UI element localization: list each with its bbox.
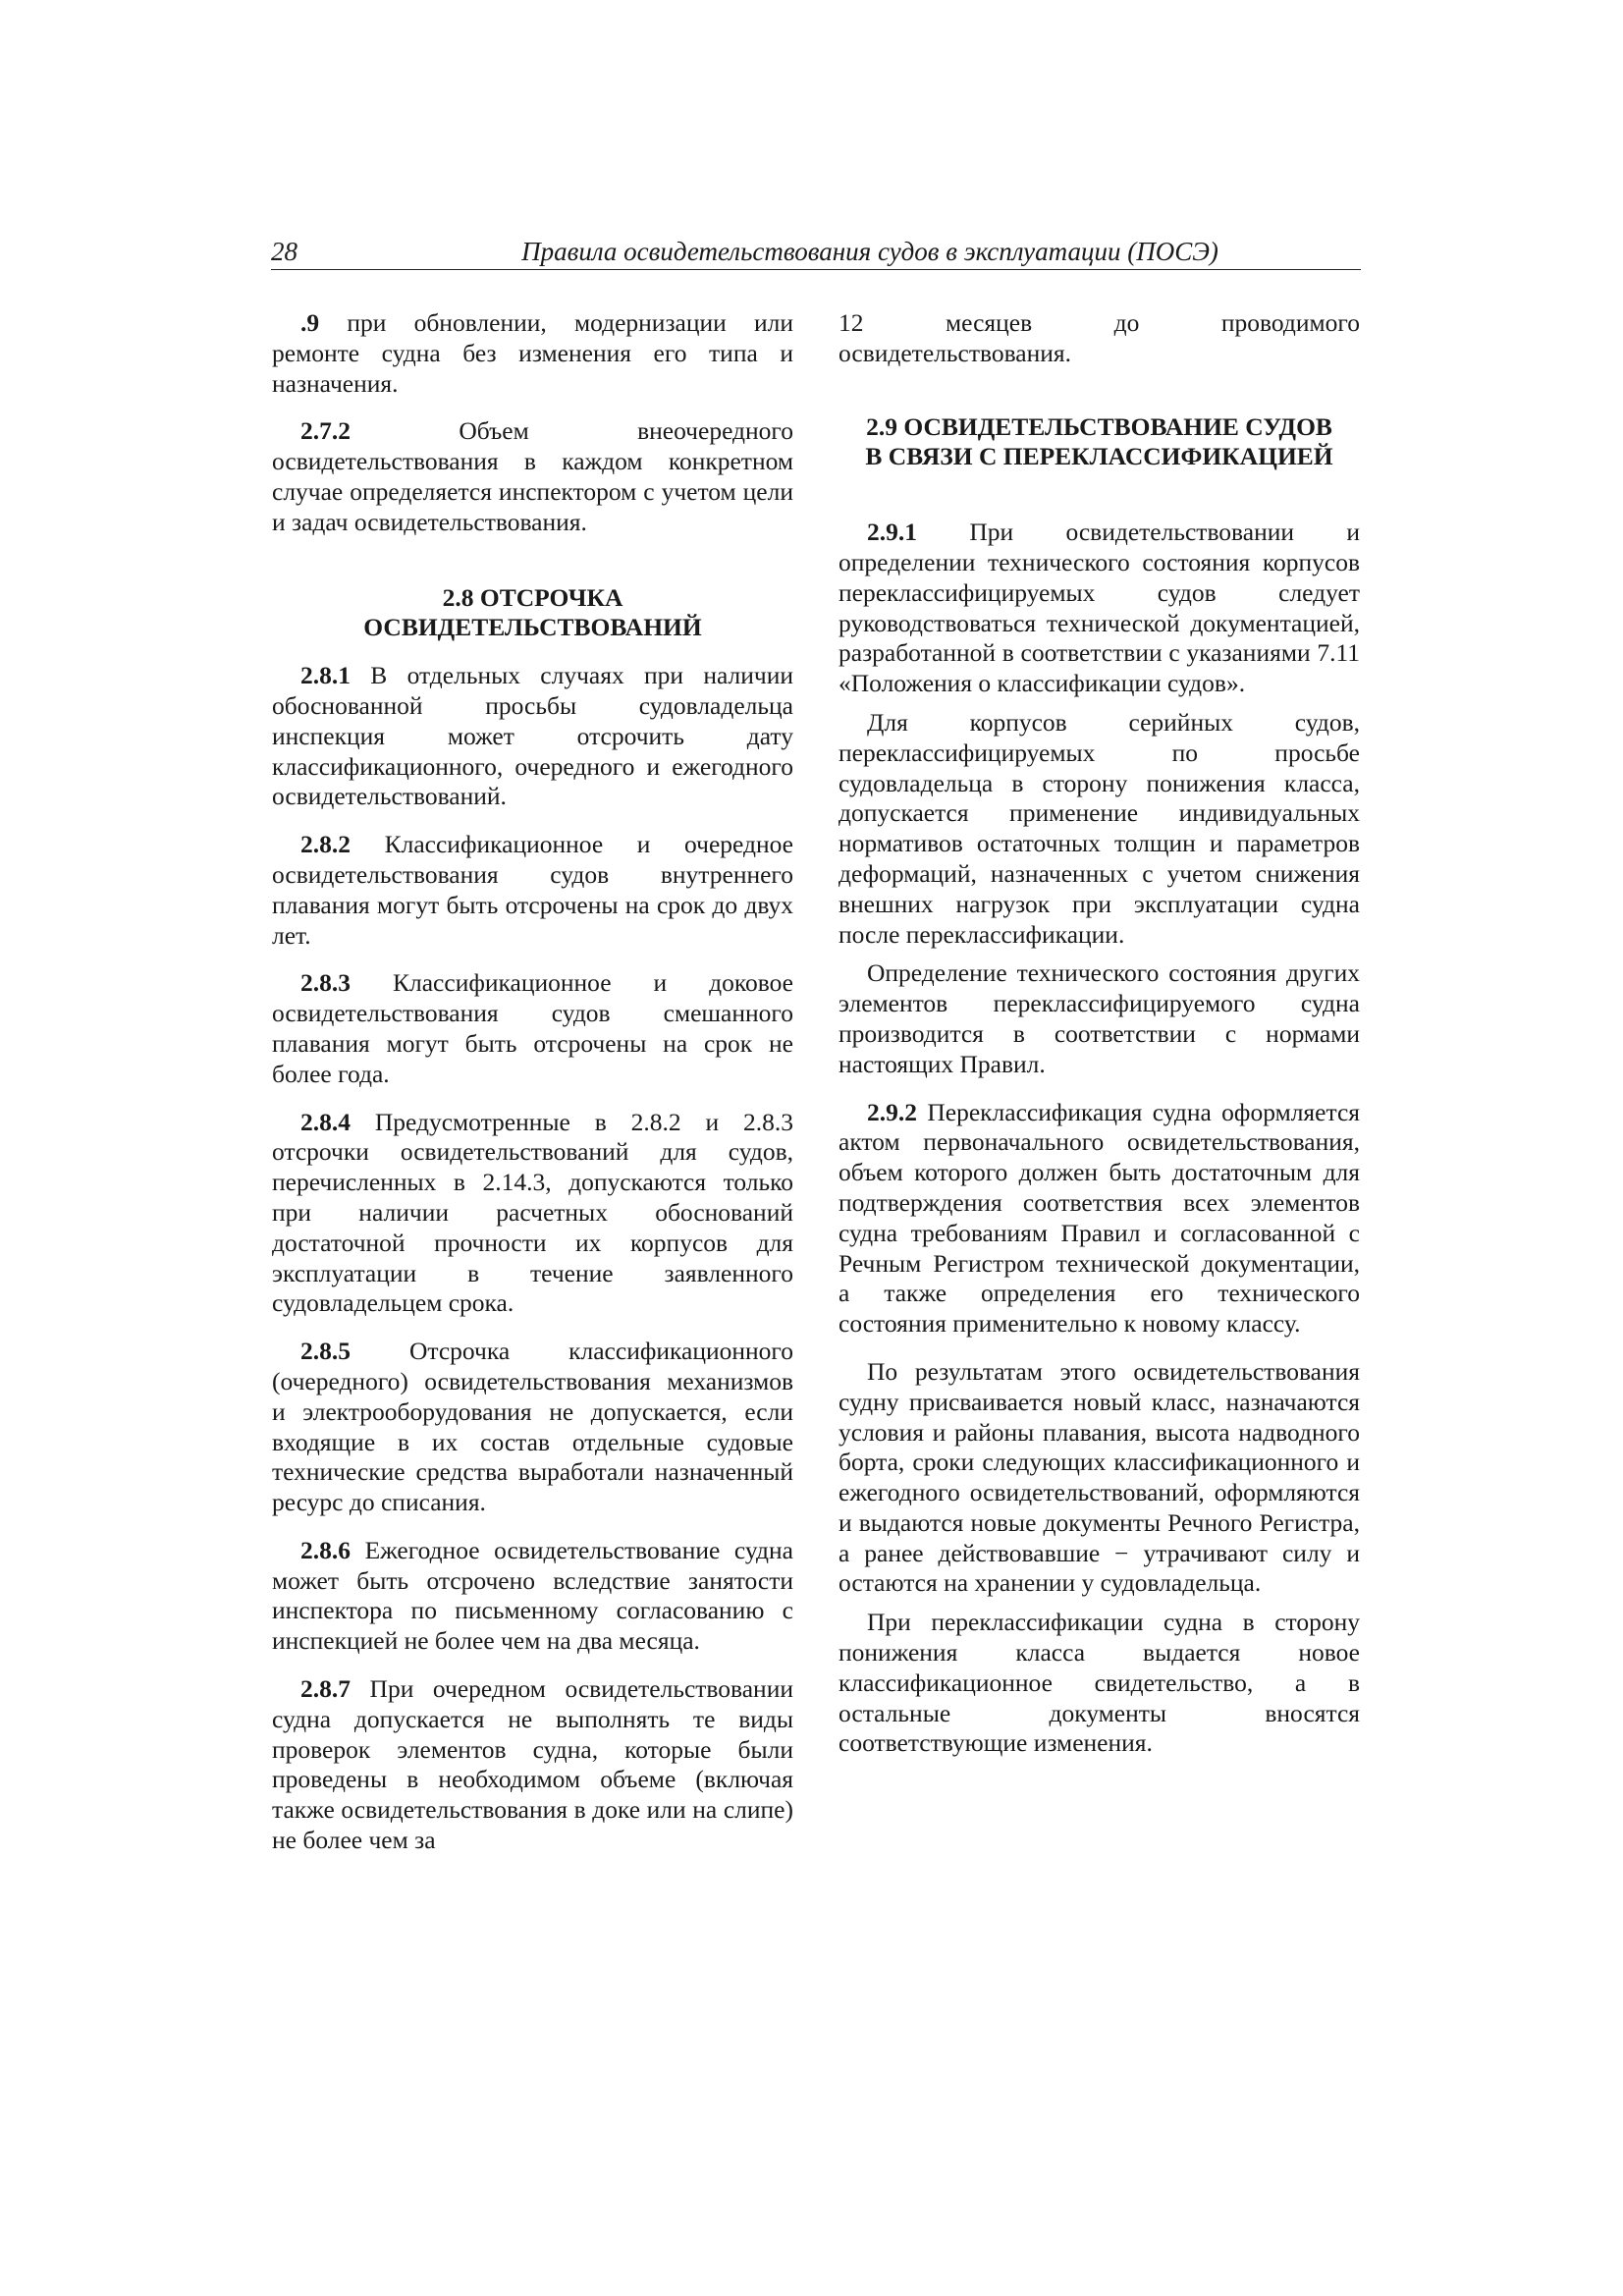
page-number: 28 — [271, 237, 298, 266]
running-title: Правила освидетельствования судов в эксплуатации (ПОСЭ) — [521, 237, 1218, 266]
paragraph-number: .9 — [300, 308, 320, 337]
paragraph-text: При освидетельствовании и определении технического состояния корпусов переклассифицируемых судов следует руководствоваться технической документацией, разработанной в соответствии с указаниями 7.11 «Положения о классификации судов». — [839, 518, 1360, 698]
paragraph-number: 2.8.4 — [300, 1107, 351, 1136]
section-heading-line: В СВЯЗИ С ПЕРЕКЛАССИФИКАЦИЕЙ — [865, 442, 1333, 471]
paragraph-text: Переклассификация судна оформляется актом первоначального освидетельствования, объем которого должен быть достаточным для подтверждения соответствия всех элементов судна требованиям Правил и согласованной с Речным Регистром технической документации, а также определения его технического состояния применительно к новому классу. — [839, 1097, 1360, 1339]
paragraph-2-8-1 — [272, 661, 793, 812]
paragraph-2-9-2-c — [839, 1608, 1360, 1759]
paragraph-2-9-1 — [839, 518, 1360, 699]
paragraph-2-8-4 — [272, 1108, 793, 1320]
paragraph-number: 2.8.7 — [300, 1674, 351, 1704]
paragraph-number: 2.9.1 — [867, 518, 917, 547]
right-column — [839, 308, 1360, 1777]
section-heading-2-9 — [839, 412, 1360, 473]
paragraph-text: Объем внеочередного освидетельствования в каждом конкретном случае определяется инспектором с учетом цели и задач освидетельствования. — [272, 416, 793, 536]
paragraph-text: При переклассификации судна в сторону понижения класса выдается новое классификационное свидетельство, а в остальные документы вносятся соответствующие изменения. — [839, 1608, 1360, 1758]
paragraph-text: Классификационное и доковое освидетельствования судов смешанного плавания могут быть отсрочены на срок не более года. — [272, 968, 793, 1088]
paragraph-2-7-1-9 — [272, 308, 793, 399]
paragraph-text: По результатам этого освидетельствования судну присваивается новый класс, назначаются условия и районы плавания, высота надводного борта, сроки следующих классификационного и ежегодного освидетельствований, оформляются и выдаются новые документы Речного Регистра, а ранее действовавшие − утрачивают силу и остаются на хранении у судовладельца. — [839, 1356, 1360, 1598]
paragraph-2-8-7 — [272, 1674, 793, 1856]
paragraph-text: Предусмотренные в 2.8.2 и 2.8.3 отсрочки освидетельствований для судов, перечисленных в 2.14.3, допускаются только при наличии расчетных обоснований достаточной прочности их корпусов для эксплуатации в течение заявленного судовладельцем срока. — [272, 1107, 793, 1318]
paragraph-number: 2.8.5 — [300, 1337, 351, 1366]
paragraph-text: В отдельных случаях при наличии обоснованной просьбы судовладельца инспекция может отсрочить дату классификационного, очередного и ежегодного освидетельствований. — [272, 661, 793, 811]
paragraph-text: Определение технического состояния других элементов переклассифицируемого судна производится в соответствии с нормами настоящих Правил. — [839, 958, 1360, 1078]
paragraph-2-8-2 — [272, 830, 793, 951]
paragraph-2-9-1-b — [839, 708, 1360, 950]
paragraph-2-8-3 — [272, 968, 793, 1089]
paragraph-number: 2.9.2 — [867, 1097, 917, 1126]
section-heading-line: 2.9 ОСВИДЕТЕЛЬСТВОВАНИЕ СУДОВ — [866, 411, 1332, 441]
section-heading-line: ОСВИДЕТЕЛЬСТВОВАНИЙ — [363, 613, 702, 642]
paragraph-text: При очередном освидетельствовании судна допускается не выполнять те виды проверок элементов судна, которые были проведены в необходимом объеме (включая также освидетельствования в доке или на слипе) не более чем за — [272, 1674, 793, 1855]
paragraph-2-7-2 — [272, 416, 793, 537]
paragraph-number: 2.8.3 — [300, 968, 351, 998]
paragraph-number: 2.8.2 — [300, 830, 351, 859]
paragraph-2-9-2 — [839, 1098, 1360, 1339]
paragraph-number: 2.7.2 — [300, 416, 351, 446]
paragraph-2-9-2-b — [839, 1357, 1360, 1599]
paragraph-text: Классификационное и очередное освидетельствования судов внутреннего плавания могут быть отсрочены на срок до двух лет. — [272, 830, 793, 950]
paragraph-text: Для корпусов серийных судов, переклассифицируемых по просьбе судовладельца в сторону понижения класса, допускается применение индивидуальных нормативов остаточных толщин и параметров деформаций, назначенных с учетом снижения внешних нагрузок при эксплуатации судна после переклассификации. — [839, 707, 1360, 949]
paragraph-number: 2.8.6 — [300, 1535, 351, 1564]
paragraph-text: Отсрочка классификационного (очередного) освидетельствования механизмов и электрооборудования не допускается, если входящие в их состав отдельные судовые технические средства выработали назначенный ресурс до списания. — [272, 1337, 793, 1517]
section-heading-line: 2.8 ОТСРОЧКА — [442, 582, 623, 612]
running-header — [271, 234, 1361, 270]
paragraph-text: Ежегодное освидетельствование судна может быть отсрочено вследствие занятости инспектора по письменному согласованию с инспекцией не более чем на два месяца. — [272, 1535, 793, 1656]
paragraph-number: 2.8.1 — [300, 661, 351, 690]
paragraph-2-8-6 — [272, 1536, 793, 1657]
section-heading-2-8 — [272, 583, 793, 644]
paragraph-2-8-5 — [272, 1337, 793, 1518]
paragraph-text: 12 месяцев до проводимого освидетельствования. — [839, 308, 1360, 367]
paragraph-2-9-1-c — [839, 958, 1360, 1079]
paragraph-text: при обновлении, модернизации или ремонте судна без изменения его типа и назначения. — [272, 308, 793, 398]
paragraph-2-8-7-continued — [839, 308, 1360, 369]
left-column — [272, 308, 793, 1874]
